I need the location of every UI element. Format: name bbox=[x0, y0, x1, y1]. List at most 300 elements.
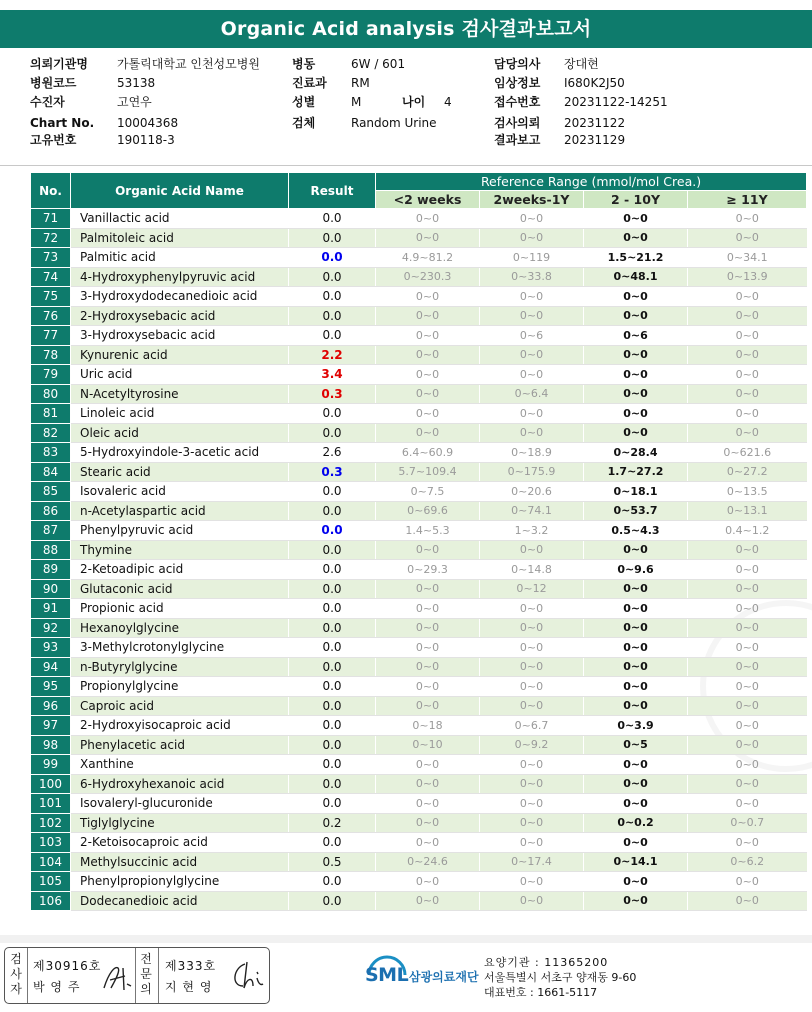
table-row bbox=[31, 657, 807, 677]
row-range: 0~0 bbox=[376, 618, 480, 638]
row-range: 0~0 bbox=[480, 365, 584, 385]
info-label: 검체 bbox=[292, 116, 316, 130]
row-name: N-Acetyltyrosine bbox=[71, 384, 289, 404]
row-range: 0~0 bbox=[376, 306, 480, 326]
row-range: 0~3.9 bbox=[584, 716, 688, 736]
row-range: 0~0 bbox=[584, 540, 688, 560]
row-no: 74 bbox=[31, 267, 71, 287]
row-range: 0~6 bbox=[480, 326, 584, 346]
row-result: 2.6 bbox=[289, 443, 376, 463]
info-value: 10004368 bbox=[117, 116, 179, 130]
row-range: 0~53.7 bbox=[584, 501, 688, 521]
row-no: 105 bbox=[31, 872, 71, 892]
row-range: 0~0 bbox=[584, 579, 688, 599]
row-name: n-Acetylaspartic acid bbox=[71, 501, 289, 521]
row-range: 0~0 bbox=[584, 891, 688, 911]
row-range: 0~0 bbox=[376, 404, 480, 424]
row-result: 0.3 bbox=[289, 384, 376, 404]
row-range: 1.7~27.2 bbox=[584, 462, 688, 482]
row-range: 0~0 bbox=[376, 794, 480, 814]
row-no: 98 bbox=[31, 735, 71, 755]
row-no: 95 bbox=[31, 677, 71, 697]
row-range: 0~0 bbox=[376, 774, 480, 794]
row-name: Tiglylglycine bbox=[71, 813, 289, 833]
row-name: 3-Methylcrotonylglycine bbox=[71, 638, 289, 658]
row-no: 104 bbox=[31, 852, 71, 872]
row-range: 0~0 bbox=[480, 657, 584, 677]
row-range: 0~0 bbox=[688, 306, 807, 326]
table-row bbox=[31, 677, 807, 697]
row-no: 86 bbox=[31, 501, 71, 521]
row-no: 100 bbox=[31, 774, 71, 794]
row-no: 94 bbox=[31, 657, 71, 677]
lab-info bbox=[484, 955, 636, 1000]
row-name: 4-Hydroxyphenylpyruvic acid bbox=[71, 267, 289, 287]
row-no: 82 bbox=[31, 423, 71, 443]
row-range: 0~0 bbox=[688, 755, 807, 775]
row-no: 97 bbox=[31, 716, 71, 736]
info-label: 검사의뢰 bbox=[494, 116, 541, 130]
row-range: 0~0 bbox=[688, 618, 807, 638]
row-range: 0~0 bbox=[584, 306, 688, 326]
row-range: 0~0 bbox=[688, 287, 807, 307]
row-range: 0~18.1 bbox=[584, 482, 688, 502]
row-range: 0~13.5 bbox=[688, 482, 807, 502]
lab-line: 서울특별시 서초구 양재동 9-60 bbox=[484, 971, 637, 984]
row-no: 73 bbox=[31, 248, 71, 268]
row-result: 0.0 bbox=[289, 657, 376, 677]
table-row bbox=[31, 813, 807, 833]
table-row bbox=[31, 248, 807, 268]
row-range: 0~0 bbox=[480, 813, 584, 833]
row-range: 0~13.9 bbox=[688, 267, 807, 287]
row-range: 0~0 bbox=[584, 423, 688, 443]
info-label: 결과보고 bbox=[494, 133, 541, 147]
row-no: 84 bbox=[31, 462, 71, 482]
row-no: 81 bbox=[31, 404, 71, 424]
row-name: Phenylpyruvic acid bbox=[71, 521, 289, 541]
row-result: 0.0 bbox=[289, 521, 376, 541]
row-range: 0~0 bbox=[480, 872, 584, 892]
row-range: 0~0 bbox=[688, 326, 807, 346]
row-name: Thymine bbox=[71, 540, 289, 560]
table-row bbox=[31, 521, 807, 541]
row-range: 0~17.4 bbox=[480, 852, 584, 872]
row-no: 103 bbox=[31, 833, 71, 853]
row-range: 0~0 bbox=[688, 677, 807, 697]
row-range: 0~0 bbox=[480, 209, 584, 229]
row-result: 0.2 bbox=[289, 813, 376, 833]
row-range: 0~0 bbox=[480, 423, 584, 443]
info-label: 수진자 bbox=[30, 95, 65, 109]
row-range: 0~29.3 bbox=[376, 560, 480, 580]
info-value: RM bbox=[351, 76, 370, 90]
row-result: 0.0 bbox=[289, 794, 376, 814]
row-result: 0.0 bbox=[289, 638, 376, 658]
row-range: 0~0 bbox=[688, 833, 807, 853]
table-row bbox=[31, 443, 807, 463]
row-result: 0.0 bbox=[289, 209, 376, 229]
info-label: 접수번호 bbox=[494, 95, 541, 109]
row-result: 0.5 bbox=[289, 852, 376, 872]
row-name: Dodecanedioic acid bbox=[71, 891, 289, 911]
row-range: 0~0 bbox=[376, 326, 480, 346]
info-label: 진료과 bbox=[292, 76, 327, 90]
row-no: 72 bbox=[31, 228, 71, 248]
row-name: Propionylglycine bbox=[71, 677, 289, 697]
row-range: 0~6.2 bbox=[688, 852, 807, 872]
info-value: 장대현 bbox=[564, 57, 599, 71]
examiner-label-text: 검사자 bbox=[10, 952, 22, 996]
info-value: 4 bbox=[444, 95, 452, 109]
info-label: 의뢰기관명 bbox=[30, 57, 88, 71]
row-range: 0~0 bbox=[480, 228, 584, 248]
row-range: 0~13.1 bbox=[688, 501, 807, 521]
row-name: Isovaleryl-glucuronide bbox=[71, 794, 289, 814]
row-range: 0~0 bbox=[480, 794, 584, 814]
row-range: 0~0 bbox=[480, 345, 584, 365]
row-range: 0~0 bbox=[688, 560, 807, 580]
row-range: 0~0 bbox=[584, 696, 688, 716]
info-value: 6W / 601 bbox=[351, 57, 406, 71]
divider bbox=[0, 165, 812, 166]
row-name: 3-Hydroxysebacic acid bbox=[71, 326, 289, 346]
row-result: 0.0 bbox=[289, 287, 376, 307]
row-result: 0.0 bbox=[289, 501, 376, 521]
row-range: 0~0 bbox=[376, 833, 480, 853]
row-result: 0.0 bbox=[289, 248, 376, 268]
table-row bbox=[31, 735, 807, 755]
table-row bbox=[31, 579, 807, 599]
row-no: 90 bbox=[31, 579, 71, 599]
row-name: 6-Hydroxyhexanoic acid bbox=[71, 774, 289, 794]
row-range: 0~0 bbox=[376, 891, 480, 911]
row-range: 0~0 bbox=[584, 345, 688, 365]
specialist-label-text: 전문의 bbox=[140, 952, 152, 996]
header-reference: Reference Range (mmol/mol Crea.) bbox=[376, 173, 807, 191]
row-range: 0~0 bbox=[480, 891, 584, 911]
row-range: 0~0 bbox=[688, 209, 807, 229]
row-range: 0~0 bbox=[584, 384, 688, 404]
info-value: 가톨릭대학교 인천성모병원 bbox=[117, 57, 260, 71]
row-result: 0.0 bbox=[289, 267, 376, 287]
row-result: 0.0 bbox=[289, 677, 376, 697]
row-result: 0.0 bbox=[289, 560, 376, 580]
row-range: 0~0 bbox=[584, 365, 688, 385]
row-range: 0~48.1 bbox=[584, 267, 688, 287]
row-range: 1~3.2 bbox=[480, 521, 584, 541]
info-label: 담당의사 bbox=[494, 57, 541, 71]
examiner-label bbox=[7, 952, 25, 997]
table-row bbox=[31, 833, 807, 853]
row-range: 1.4~5.3 bbox=[376, 521, 480, 541]
row-range: 0~0 bbox=[480, 404, 584, 424]
row-range: 0~0 bbox=[376, 755, 480, 775]
row-range: 0~0 bbox=[688, 423, 807, 443]
row-result: 2.2 bbox=[289, 345, 376, 365]
row-no: 80 bbox=[31, 384, 71, 404]
row-range: 0~0 bbox=[376, 872, 480, 892]
table-row bbox=[31, 306, 807, 326]
divider bbox=[158, 948, 159, 1003]
row-result: 3.4 bbox=[289, 365, 376, 385]
row-no: 88 bbox=[31, 540, 71, 560]
row-range: 0~0 bbox=[688, 599, 807, 619]
row-range: 0~0 bbox=[584, 872, 688, 892]
info-label: 성별 bbox=[292, 95, 316, 109]
row-range: 0~12 bbox=[480, 579, 584, 599]
table-row bbox=[31, 696, 807, 716]
table-row bbox=[31, 365, 807, 385]
row-range: 0~69.6 bbox=[376, 501, 480, 521]
results-body bbox=[31, 209, 807, 911]
table-row bbox=[31, 716, 807, 736]
row-range: 0~0 bbox=[376, 657, 480, 677]
row-range: 0~0 bbox=[480, 287, 584, 307]
row-range: 0~0 bbox=[688, 774, 807, 794]
row-name: Glutaconic acid bbox=[71, 579, 289, 599]
row-range: 0~27.2 bbox=[688, 462, 807, 482]
table-row bbox=[31, 345, 807, 365]
row-result: 0.0 bbox=[289, 540, 376, 560]
info-label: 임상정보 bbox=[494, 76, 541, 90]
row-name: 5-Hydroxyindole-3-acetic acid bbox=[71, 443, 289, 463]
info-value: 20231122 bbox=[564, 116, 626, 130]
examiner-signature bbox=[101, 962, 135, 994]
results-table bbox=[30, 172, 807, 911]
row-range: 0~33.8 bbox=[480, 267, 584, 287]
row-name: 2-Ketoisocaproic acid bbox=[71, 833, 289, 853]
row-result: 0.0 bbox=[289, 891, 376, 911]
table-row bbox=[31, 384, 807, 404]
row-range: 0~28.4 bbox=[584, 443, 688, 463]
row-range: 0~0 bbox=[376, 209, 480, 229]
footer-divider bbox=[0, 935, 812, 943]
row-range: 0~0 bbox=[480, 774, 584, 794]
row-range: 0~0 bbox=[688, 735, 807, 755]
table-row bbox=[31, 755, 807, 775]
row-range: 0~0 bbox=[688, 540, 807, 560]
row-range: 0~0 bbox=[376, 540, 480, 560]
row-result: 0.0 bbox=[289, 716, 376, 736]
row-result: 0.0 bbox=[289, 306, 376, 326]
row-name: Hexanoylglycine bbox=[71, 618, 289, 638]
row-name: Palmitic acid bbox=[71, 248, 289, 268]
table-row bbox=[31, 774, 807, 794]
row-no: 85 bbox=[31, 482, 71, 502]
header-range: 2weeks-1Y bbox=[480, 191, 584, 209]
report-title: Organic Acid analysis 검사결과보고서 bbox=[0, 10, 812, 48]
table-row bbox=[31, 423, 807, 443]
row-range: 0~0 bbox=[688, 638, 807, 658]
row-result: 0.0 bbox=[289, 404, 376, 424]
row-range: 0~0 bbox=[584, 209, 688, 229]
row-range: 0~0 bbox=[584, 404, 688, 424]
row-range: 0~0 bbox=[688, 696, 807, 716]
row-range: 0~0 bbox=[688, 891, 807, 911]
table-row bbox=[31, 891, 807, 911]
row-range: 0~0 bbox=[584, 755, 688, 775]
examiner-license: 제30916호 bbox=[33, 959, 102, 973]
row-range: 0~0 bbox=[584, 677, 688, 697]
row-result: 0.0 bbox=[289, 735, 376, 755]
row-range: 0~18.9 bbox=[480, 443, 584, 463]
row-no: 79 bbox=[31, 365, 71, 385]
row-name: 2-Hydroxyisocaproic acid bbox=[71, 716, 289, 736]
row-range: 0~119 bbox=[480, 248, 584, 268]
row-range: 0~0 bbox=[584, 287, 688, 307]
info-label: 고유번호 bbox=[30, 133, 77, 147]
row-range: 0~0 bbox=[688, 657, 807, 677]
row-no: 75 bbox=[31, 287, 71, 307]
row-no: 89 bbox=[31, 560, 71, 580]
row-name: 3-Hydroxydodecanedioic acid bbox=[71, 287, 289, 307]
row-result: 0.0 bbox=[289, 326, 376, 346]
row-name: Phenylacetic acid bbox=[71, 735, 289, 755]
divider bbox=[27, 948, 28, 1003]
row-range: 0~0 bbox=[376, 579, 480, 599]
row-result: 0.0 bbox=[289, 618, 376, 638]
lab-line: 대표번호 : 1661-5117 bbox=[484, 986, 598, 999]
table-row bbox=[31, 228, 807, 248]
table-row bbox=[31, 540, 807, 560]
row-range: 0~0 bbox=[480, 540, 584, 560]
table-row bbox=[31, 267, 807, 287]
row-result: 0.0 bbox=[289, 696, 376, 716]
row-no: 87 bbox=[31, 521, 71, 541]
header-range: ≥ 11Y bbox=[688, 191, 807, 209]
row-range: 0.5~4.3 bbox=[584, 521, 688, 541]
table-row bbox=[31, 618, 807, 638]
table-row bbox=[31, 852, 807, 872]
row-range: 0~9.6 bbox=[584, 560, 688, 580]
row-range: 0~0 bbox=[688, 384, 807, 404]
row-range: 0~0 bbox=[584, 833, 688, 853]
row-range: 0~0 bbox=[480, 306, 584, 326]
row-range: 0~18 bbox=[376, 716, 480, 736]
row-no: 92 bbox=[31, 618, 71, 638]
row-range: 0~0 bbox=[688, 794, 807, 814]
row-name: Palmitoleic acid bbox=[71, 228, 289, 248]
info-value: M bbox=[351, 95, 362, 109]
specialist-label bbox=[137, 952, 155, 997]
row-range: 0~34.1 bbox=[688, 248, 807, 268]
row-range: 0~6.4 bbox=[480, 384, 584, 404]
row-range: 0~10 bbox=[376, 735, 480, 755]
row-no: 76 bbox=[31, 306, 71, 326]
patient-info bbox=[0, 55, 812, 155]
row-result: 0.0 bbox=[289, 833, 376, 853]
row-range: 0~0 bbox=[376, 696, 480, 716]
info-value: 53138 bbox=[117, 76, 156, 90]
row-range: 0~0 bbox=[376, 287, 480, 307]
row-range: 0~0 bbox=[480, 833, 584, 853]
row-name: 2-Hydroxysebacic acid bbox=[71, 306, 289, 326]
row-no: 102 bbox=[31, 813, 71, 833]
row-no: 91 bbox=[31, 599, 71, 619]
table-row bbox=[31, 872, 807, 892]
row-no: 101 bbox=[31, 794, 71, 814]
examiner-name: 박 영 주 bbox=[33, 980, 81, 994]
row-no: 106 bbox=[31, 891, 71, 911]
row-range: 0~14.8 bbox=[480, 560, 584, 580]
row-range: 1.5~21.2 bbox=[584, 248, 688, 268]
row-name: Stearic acid bbox=[71, 462, 289, 482]
specialist-signature bbox=[227, 958, 265, 994]
info-label: 나이 bbox=[402, 95, 426, 109]
header-no: No. bbox=[31, 173, 71, 209]
row-result: 0.0 bbox=[289, 423, 376, 443]
table-row bbox=[31, 599, 807, 619]
row-name: Oleic acid bbox=[71, 423, 289, 443]
row-result: 0.0 bbox=[289, 599, 376, 619]
row-name: Vanillactic acid bbox=[71, 209, 289, 229]
row-range: 0~0 bbox=[376, 345, 480, 365]
row-range: 4.9~81.2 bbox=[376, 248, 480, 268]
divider bbox=[135, 948, 136, 1003]
row-no: 93 bbox=[31, 638, 71, 658]
info-label: 병동 bbox=[292, 57, 316, 71]
row-name: Propionic acid bbox=[71, 599, 289, 619]
row-range: 0~14.1 bbox=[584, 852, 688, 872]
row-range: 0~0 bbox=[480, 618, 584, 638]
row-name: Linoleic acid bbox=[71, 404, 289, 424]
row-range: 0~9.2 bbox=[480, 735, 584, 755]
row-range: 0~0 bbox=[688, 579, 807, 599]
row-range: 0~20.6 bbox=[480, 482, 584, 502]
row-range: 0~175.9 bbox=[480, 462, 584, 482]
row-range: 0~0 bbox=[480, 638, 584, 658]
row-range: 0.4~1.2 bbox=[688, 521, 807, 541]
row-name: Uric acid bbox=[71, 365, 289, 385]
row-range: 0~0 bbox=[376, 365, 480, 385]
info-label: Chart No. bbox=[30, 116, 95, 130]
table-row bbox=[31, 326, 807, 346]
row-result: 0.0 bbox=[289, 872, 376, 892]
row-range: 0~0 bbox=[480, 599, 584, 619]
table-row bbox=[31, 404, 807, 424]
row-name: Kynurenic acid bbox=[71, 345, 289, 365]
row-range: 0~5 bbox=[584, 735, 688, 755]
row-range: 0~0 bbox=[688, 228, 807, 248]
row-range: 0~0 bbox=[376, 677, 480, 697]
row-name: Methylsuccinic acid bbox=[71, 852, 289, 872]
table-row bbox=[31, 501, 807, 521]
lab-line: 요양기관 : 11365200 bbox=[484, 956, 609, 969]
row-range: 0~0 bbox=[584, 638, 688, 658]
info-value: 고연우 bbox=[117, 95, 152, 109]
header-result: Result bbox=[289, 173, 376, 209]
row-result: 0.0 bbox=[289, 755, 376, 775]
row-no: 99 bbox=[31, 755, 71, 775]
row-range: 0~0 bbox=[688, 872, 807, 892]
row-range: 0~0 bbox=[376, 813, 480, 833]
row-result: 0.0 bbox=[289, 579, 376, 599]
row-range: 0~0 bbox=[584, 618, 688, 638]
row-result: 0.0 bbox=[289, 774, 376, 794]
row-name: Caproic acid bbox=[71, 696, 289, 716]
row-range: 0~0 bbox=[376, 384, 480, 404]
row-range: 0~0 bbox=[376, 638, 480, 658]
row-result: 0.3 bbox=[289, 462, 376, 482]
header-range: 2 - 10Y bbox=[584, 191, 688, 209]
row-range: 0~0.7 bbox=[688, 813, 807, 833]
row-no: 71 bbox=[31, 209, 71, 229]
logo-mark: SML bbox=[365, 964, 409, 986]
info-value: 190118-3 bbox=[117, 133, 175, 147]
row-range: 0~0 bbox=[584, 774, 688, 794]
row-range: 5.7~109.4 bbox=[376, 462, 480, 482]
